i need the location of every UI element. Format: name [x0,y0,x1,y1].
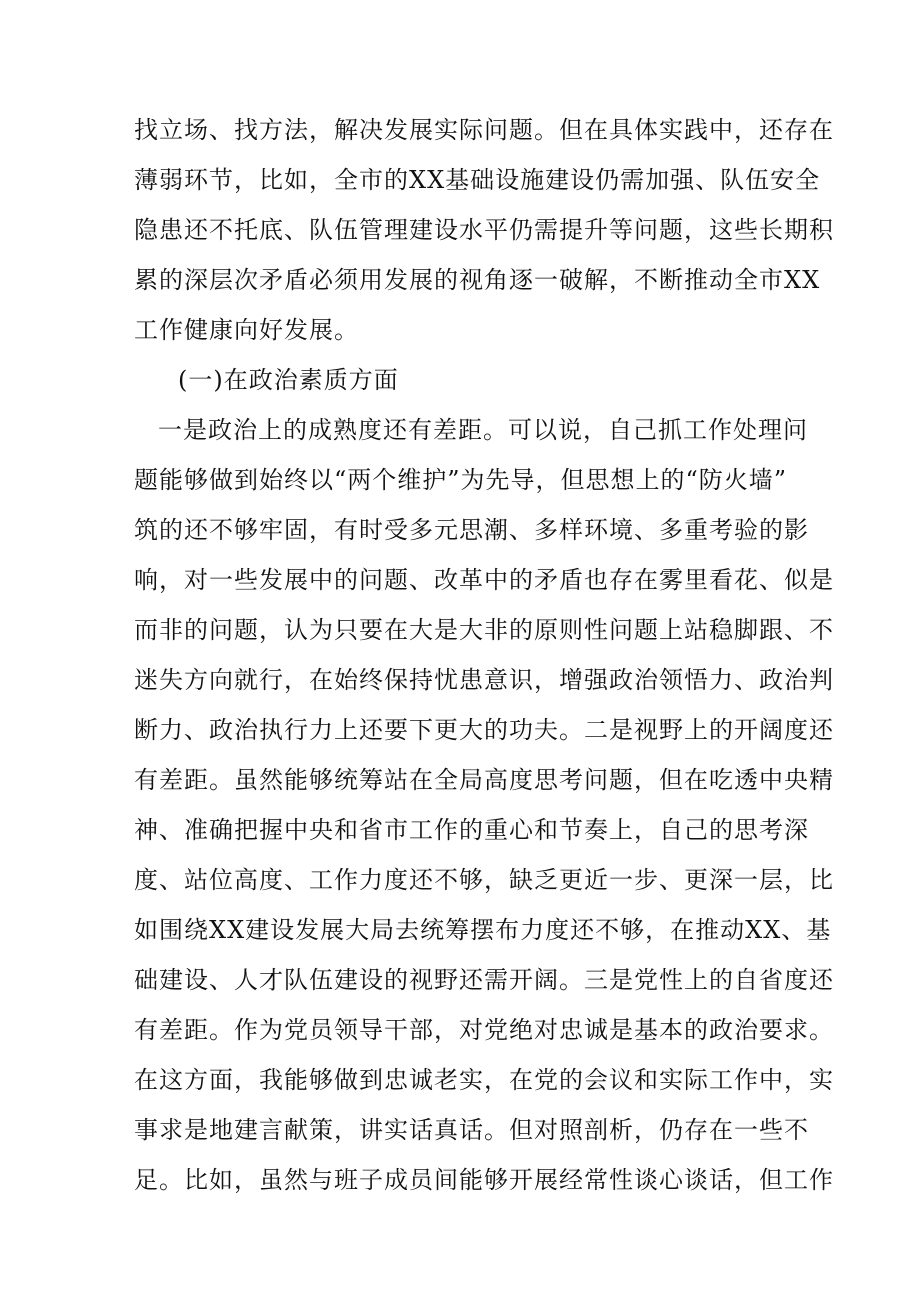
paragraph2-line-14: 在这方面，我能够做到忠诚老实，在党的会议和实际工作中，实 [134,1066,834,1094]
paragraph1-line-1: 找立场、找方法，解决发展实际问题。但在具体实践中，还存在 [134,116,834,144]
paragraph2-line-13: 有差距。作为党员领导干部，对党绝对忠诚是基本的政治要求。 [134,1016,834,1044]
paragraph2-line-2: 题能够做到始终以“两个维护”为先导，但思想上的“防火墙” [134,466,788,494]
paragraph1-line-3: 隐患还不托底、队伍管理建设水平仍需提升等问题，这些长期积 [134,216,834,244]
paragraph2-line-11: 如围绕XX建设发展大局去统筹摆布力度还不够，在推动XX、基 [134,916,832,944]
paragraph2-line-10: 度、站位高度、工作力度还不够，缺乏更近一步、更深一层，比 [134,866,834,894]
paragraph1-line-4: 累的深层次矛盾必须用发展的视角逐一破解，不断推动全市XX [134,266,821,294]
paragraph2-line-1: 一是政治上的成熟度还有差距。可以说，自己抓工作处理问 [158,416,808,444]
paragraph2-line-5: 而非的问题，认为只要在大是大非的原则性问题上站稳脚跟、不 [134,616,834,644]
paragraph2-line-16: 足。比如，虽然与班子成员间能够开展经常性谈心谈话，但工作 [134,1166,834,1194]
paragraph2-line-15: 事求是地建言献策，讲实话真话。但对照剖析，仍存在一些不 [134,1116,809,1144]
paragraph2-line-6: 迷失方向就行，在始终保持忧患意识，增强政治领悟力、政治判 [134,666,834,694]
section-heading: (一)在政治素质方面 [178,366,399,394]
paragraph2-line-12: 础建设、人才队伍建设的视野还需开阔。三是党性上的自省度还 [134,966,834,994]
paragraph2-line-9: 神、准确把握中央和省市工作的重心和节奏上，自己的思考深 [134,816,809,844]
paragraph2-line-3: 筑的还不够牢固，有时受多元思潮、多样环境、多重考验的影 [134,516,809,544]
paragraph2-line-7: 断力、政治执行力上还要下更大的功夫。二是视野上的开阔度还 [134,716,834,744]
paragraph1-line-2: 薄弱环节，比如，全市的XX基础设施建设仍需加强、队伍安全 [134,166,821,194]
paragraph1-line-5: 工作健康向好发展。 [134,316,359,344]
paragraph2-line-4: 响，对一些发展中的问题、改革中的矛盾也存在雾里看花、似是 [134,566,834,594]
paragraph2-line-8: 有差距。虽然能够统筹站在全局高度思考问题，但在吃透中央精 [134,766,834,794]
